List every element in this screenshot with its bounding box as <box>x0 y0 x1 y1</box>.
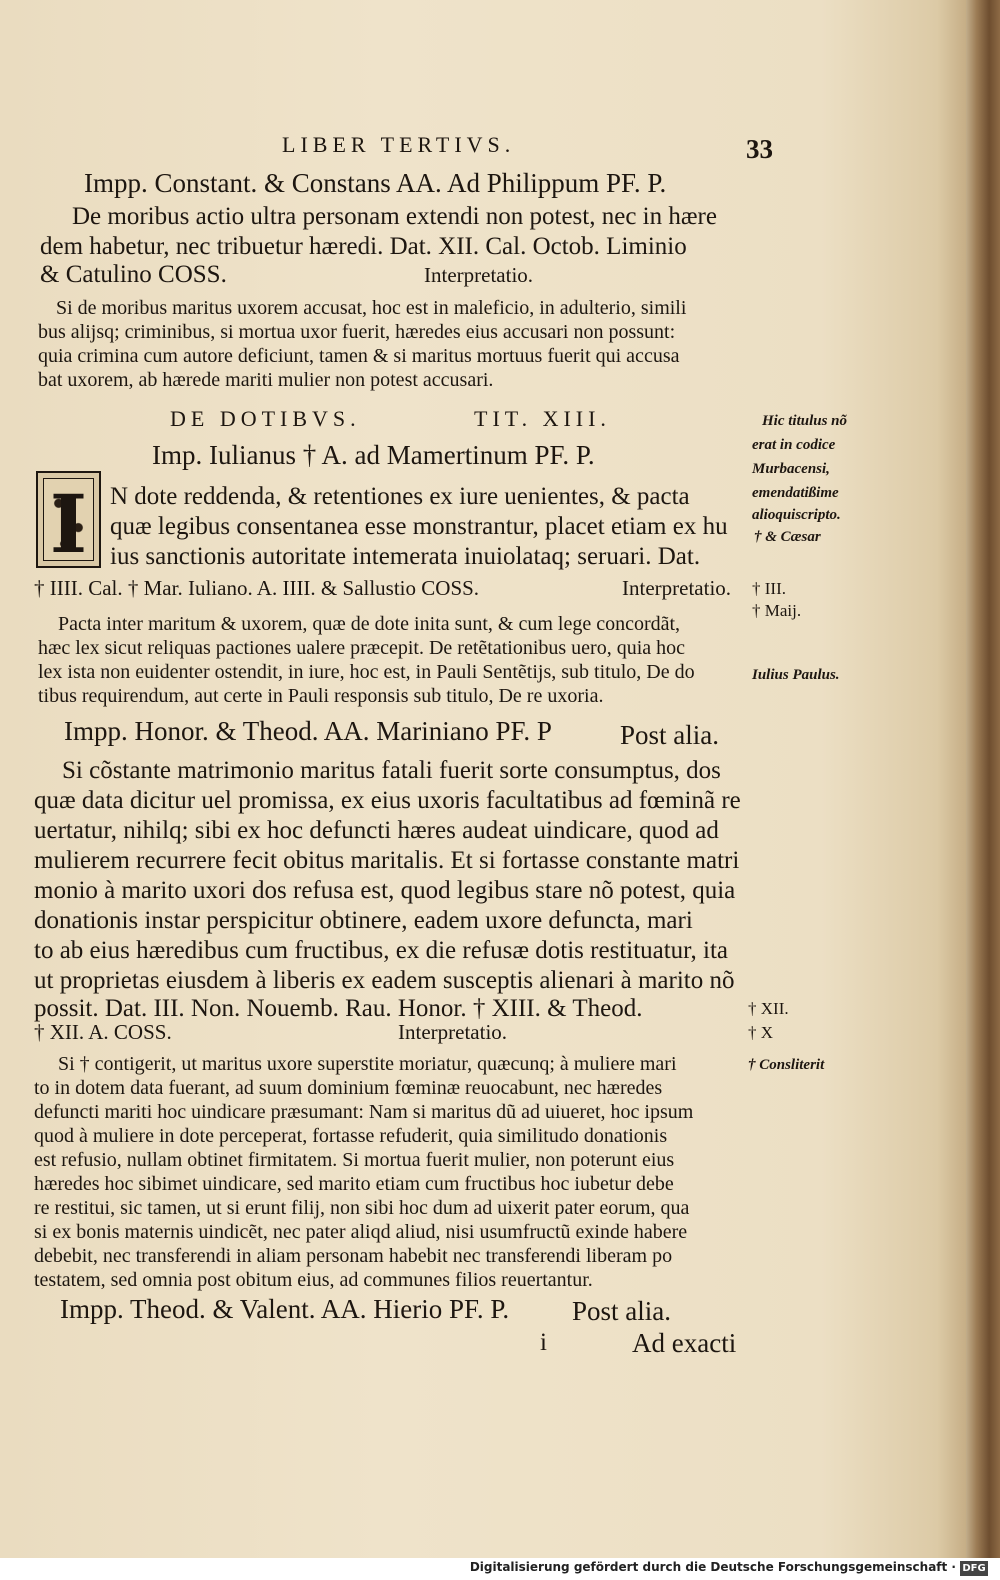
decorated-initial <box>36 471 101 571</box>
book-spine <box>964 0 1000 1558</box>
section3-interp-line: testatem, sed omnia post obitum eius, ad communes filios reuertantur. <box>34 1269 593 1291</box>
section2-interp-line: tibus requirendum, aut certe in Pauli responsis sub titulo, De re uxoria. <box>38 685 604 707</box>
section3-line: † XII. A. COSS. <box>34 1020 172 1044</box>
section2-line: ius sanctionis autoritate intemerata inuiolataq; seruari. Dat. <box>110 543 701 570</box>
dfg-logo: DFG <box>960 1561 988 1576</box>
section3-line: mulierem recurrere fecit obitus maritalis. Et si fortasse constante matri <box>34 847 740 874</box>
funding-credit: Digitalisierung gefördert durch die Deutsche Forschungsgemeinschaft · <box>469 1560 956 1574</box>
section1-interp-line: quia crimina cum autore deficiunt, tamen & si maritus mortuus fuerit qui accusa <box>38 345 680 367</box>
section3-line: to ab eius hæredibus cum fructibus, ex die refusæ dotis restituatur, ita <box>34 937 728 964</box>
section4-postalia: Post alia. <box>572 1296 671 1326</box>
section3-line: quæ data dicitur uel promissa, ex eius uxoris facultatibus ad fœminã re <box>34 787 741 814</box>
section3-line: uertatur, nihilq; sibi ex hoc defuncti hæres audeat uindicare, quod ad <box>34 817 719 844</box>
section1-interp-line: Si de moribus maritus uxorem accusat, hoc est in maleficio, in adulterio, simili <box>56 297 687 319</box>
section1-line: dem habetur, nec tribuetur hæredi. Dat. XII. Cal. Octob. Liminio <box>40 233 687 260</box>
section3-interp-line: debebit, nec transferendi in aliam personam habebit nec transferendi liberam po <box>34 1245 673 1267</box>
section3-interp-line: quod à muliere in dote perceperat, fortasse refuderit, quia similitudo donationis <box>34 1125 668 1147</box>
margin-note: † XII. <box>748 999 789 1018</box>
section1-line: & Catulino COSS. <box>40 261 227 288</box>
initial-letter: I <box>49 477 88 571</box>
section2-line: quæ legibus consentanea esse monstrantur, placet etiam ex hu <box>110 513 728 540</box>
margin-note: emendatißime <box>752 485 839 501</box>
section3-heading: Impp. Honor. & Theod. AA. Mariniano PF. P <box>64 716 552 746</box>
signature-mark: i <box>540 1329 547 1356</box>
section2-interp-line: lex ista non euidenter ostendit, in iure, hoc est, in Pauli Sentẽtijs, sub titulo, De do <box>38 661 695 683</box>
section1-interpretatio: Interpretatio. <box>424 263 534 287</box>
section2-interp-line: hæc lex sicut reliquas pactiones ualere præcepit. De retẽtationibus uero, quia hoc <box>38 637 686 659</box>
margin-note: † III. <box>752 579 786 598</box>
section4-heading: Impp. Theod. & Valent. AA. Hierio PF. P. <box>60 1294 510 1324</box>
title-label: DE DOTIBVS. <box>170 406 361 431</box>
constitution-heading: Imp. Iulianus † A. ad Mamertinum PF. P. <box>152 440 595 470</box>
margin-note: † & Cæsar <box>754 529 821 545</box>
page-number: 33 <box>746 134 773 164</box>
title-number: TIT. XIII. <box>474 406 611 431</box>
section1-heading: Impp. Constant. & Constans AA. Ad Philippum PF. P. <box>84 168 667 198</box>
section3-interp-line: to in dotem data fuerant, ad suum dominium fœminæ reuocabunt, nec hæredes <box>34 1077 663 1099</box>
margin-note: Murbacensi, <box>752 461 830 477</box>
margin-note: † Maij. <box>752 601 802 620</box>
margin-note: alioquiscripto. <box>752 507 841 523</box>
section3-interp-line: hæredes hoc sibimet uindicare, sed marito etiam cum fructibus hoc iubetur debe <box>34 1173 674 1195</box>
section3-interp-line: Si † contigerit, ut maritus uxore superstite moriatur, quæcunq; à muliere mari <box>58 1053 677 1075</box>
running-title: LIBER TERTIVS. <box>282 132 516 157</box>
section3-interp-line: est refusio, nullam obtinet firmitatem. Si mortua fuerit mulier, non poterunt eius <box>34 1149 675 1171</box>
section3-interpretatio: Interpretatio. <box>398 1020 508 1044</box>
section2-interp-line: Pacta inter maritum & uxorem, quæ de dote inita sunt, & cum lege concordãt, <box>58 613 681 635</box>
section1-interp-line: bus alijsq; criminibus, si mortua uxor fuerit, hæredes eius accusari non possunt: <box>38 321 676 343</box>
section3-line: ut proprietas eiusdem à liberis ex eadem susceptis alienari à marito nõ <box>34 967 735 994</box>
section1-interp-line: bat uxorem, ab hærede mariti mulier non potest accusari. <box>38 369 494 391</box>
margin-note: † Consliterit <box>748 1057 825 1073</box>
section3-interp-line: si ex bonis maternis uindicẽt, nec pater aliqd aliud, nisi usumfructũ exinde habere <box>34 1221 688 1243</box>
section2-line: N dote reddenda, & retentiones ex iure uenientes, & pacta <box>110 483 690 510</box>
margin-note: † X <box>748 1023 774 1042</box>
section3-line: possit. Dat. III. Non. Nouemb. Rau. Honor. † XIII. & Theod. <box>34 995 643 1022</box>
margin-note: Iulius Paulus. <box>752 667 840 683</box>
section2-interpretatio: Interpretatio. <box>622 576 732 600</box>
section3-interp-line: defuncti mariti hoc uindicare præsumant: Nam si maritus dũ ad uiueret, hoc ipsum <box>34 1101 694 1123</box>
section3-interp-line: re restitui, sic tamen, ut si erunt filij, non sibi hoc dum ad uixerit pater eorum, qua <box>34 1197 690 1219</box>
section1-line: De moribus actio ultra personam extendi non potest, nec in hære <box>72 203 717 230</box>
section3-postalia: Post alia. <box>620 720 719 750</box>
margin-note: Hic titulus nõ <box>762 413 848 429</box>
section3-line: monio à marito uxori dos refusa est, quod legibus stare nõ potest, quia <box>34 877 736 904</box>
margin-note: erat in codice <box>752 437 836 453</box>
catchword: Ad exacti <box>632 1328 737 1358</box>
section3-line: Si cõstante matrimonio maritus fatali fuerit sorte consumptus, dos <box>62 757 721 784</box>
section3-line: donationis instar perspicitur obtinere, eadem uxore defuncta, mari <box>34 907 693 934</box>
section2-line: † IIII. Cal. † Mar. Iuliano. A. IIII. & Sallustio COSS. <box>34 576 480 600</box>
